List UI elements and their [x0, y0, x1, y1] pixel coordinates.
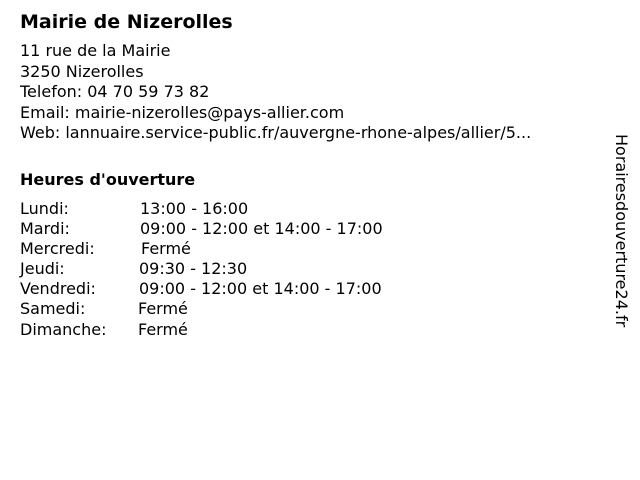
business-card: [20, 10, 600, 340]
page-title: Mairie de Nizerolles: [20, 11, 233, 33]
time-value: Fermé: [138, 319, 188, 339]
time-value: 09:30 - 12:30: [139, 259, 248, 279]
phone-number: Telefon: 04 70 59 73 82: [20, 82, 210, 101]
hours-row-saturday: [20, 299, 600, 319]
day-label: Vendredi:: [20, 279, 96, 299]
website-url: Web: lannuaire.service-public.fr/auvergne-rhone-alpes/allier/5...: [20, 123, 532, 142]
contact-block: [20, 41, 600, 144]
address-street: 11 rue de la Mairie: [20, 41, 171, 60]
brand-text: Horairesdouverture24.fr: [612, 134, 631, 328]
day-label: Dimanche:: [20, 319, 107, 339]
hours-row-tuesday: [20, 219, 600, 239]
time-value: 09:00 - 12:00 et 14:00 - 17:00: [139, 279, 382, 299]
brand-watermark: [611, 134, 631, 374]
time-value: Fermé: [141, 238, 191, 258]
time-value: 13:00 - 16:00: [140, 198, 249, 218]
email-address: Email: mairie-nizerolles@pays-allier.com: [20, 102, 345, 122]
hours-heading: Heures d'ouverture: [20, 169, 196, 189]
hours-row-friday: [20, 279, 600, 299]
day-label: Mercredi:: [20, 238, 95, 258]
day-label: Jeudi:: [20, 259, 65, 279]
hours-row-monday: [20, 199, 600, 219]
hours-row-sunday: [20, 320, 600, 340]
day-label: Lundi:: [20, 198, 69, 218]
hours-table: [20, 199, 600, 340]
day-label: Samedi:: [20, 299, 86, 319]
time-value: Fermé: [138, 299, 188, 319]
address-city: 3250 Nizerolles: [20, 61, 144, 81]
hours-row-thursday: [20, 259, 600, 279]
time-value: 09:00 - 12:00 et 14:00 - 17:00: [140, 218, 383, 238]
day-label: Mardi:: [20, 218, 70, 238]
hours-row-wednesday: [20, 239, 600, 259]
